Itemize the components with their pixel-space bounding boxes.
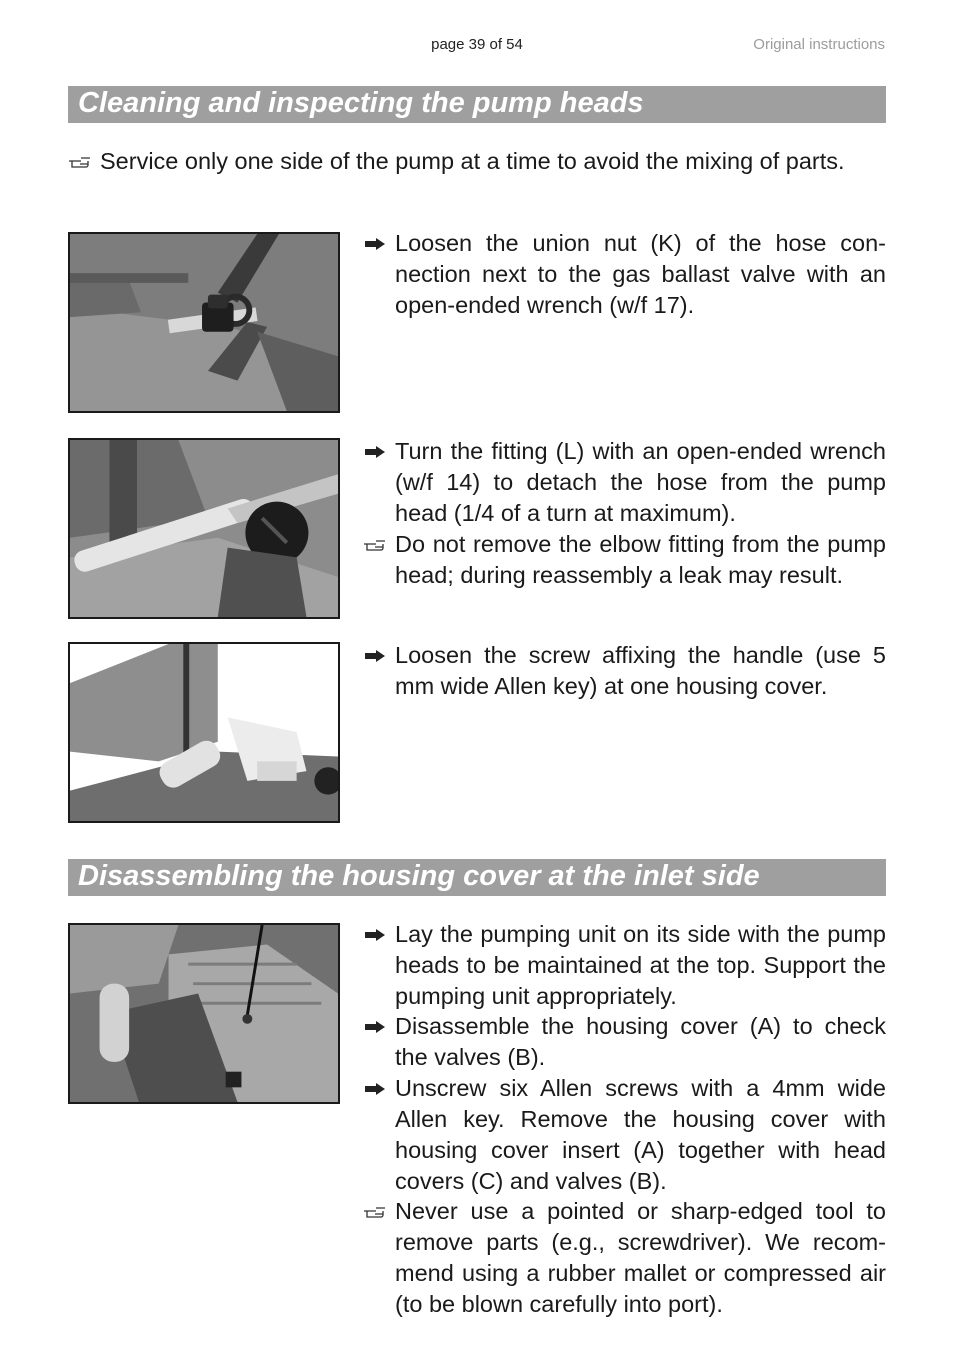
step-disassemble-cover: Disassemble the housing cover (A) to check the valves (B). — [395, 1013, 886, 1070]
arrow-right-icon — [362, 640, 388, 671]
note-no-sharp-tools: Never use a pointed or sharp-edged tool to remove parts (e.g., screwdriver). We recom-mend using a rubber mallet or compressed air (to be blown carefully into port). — [395, 1198, 886, 1317]
arrow-right-icon — [362, 228, 388, 259]
section-title-disassembling: Disassembling the housing cover at the inlet side — [68, 859, 886, 896]
arrow-right-icon — [362, 436, 388, 467]
step-unscrew-allen-screws: Unscrew six Allen screws with a 4mm wide Allen key. Remove the housing cover with housing cover insert (A) together with head covers (C) and valves (B). — [395, 1075, 886, 1194]
step-lay-pump: Lay the pumping unit on its side with the pump heads to be maintained at the top. Support the pumping unit appropriately. — [395, 921, 886, 1009]
pointing-hand-icon — [67, 146, 93, 177]
arrow-right-icon — [362, 1073, 388, 1104]
photo-turn-fitting — [68, 438, 340, 619]
step-loosen-union-nut: Loosen the union nut (K) of the hose con-nection next to the gas ballast valve with an open-ended wrench (w/f 17). — [395, 230, 886, 318]
photo-handle-screw — [68, 642, 340, 823]
step-turn-fitting: Turn the fitting (L) with an open-ended wrench (w/f 14) to detach the hose from the pump head (1/4 of a turn at maximum). — [395, 438, 886, 526]
arrow-right-icon — [362, 919, 388, 950]
page-number: page 39 of 54 — [431, 36, 523, 53]
photo-housing-cover — [68, 923, 340, 1104]
photo-union-nut — [68, 232, 340, 413]
pointing-hand-icon — [362, 529, 388, 560]
step-loosen-handle-screw: Loosen the screw affixing the handle (use 5 mm wide Allen key) at one housing cover. — [395, 642, 886, 699]
note-one-side: Service only one side of the pump at a time to avoid the mixing of parts. — [100, 148, 845, 174]
pointing-hand-icon — [362, 1196, 388, 1227]
arrow-right-icon — [362, 1011, 388, 1042]
note-elbow-fitting: Do not remove the elbow fitting from the pump head; during reassembly a leak may result. — [395, 531, 886, 588]
document-type: Original instructions — [753, 36, 885, 53]
section-title-cleaning: Cleaning and inspecting the pump heads — [68, 86, 886, 123]
